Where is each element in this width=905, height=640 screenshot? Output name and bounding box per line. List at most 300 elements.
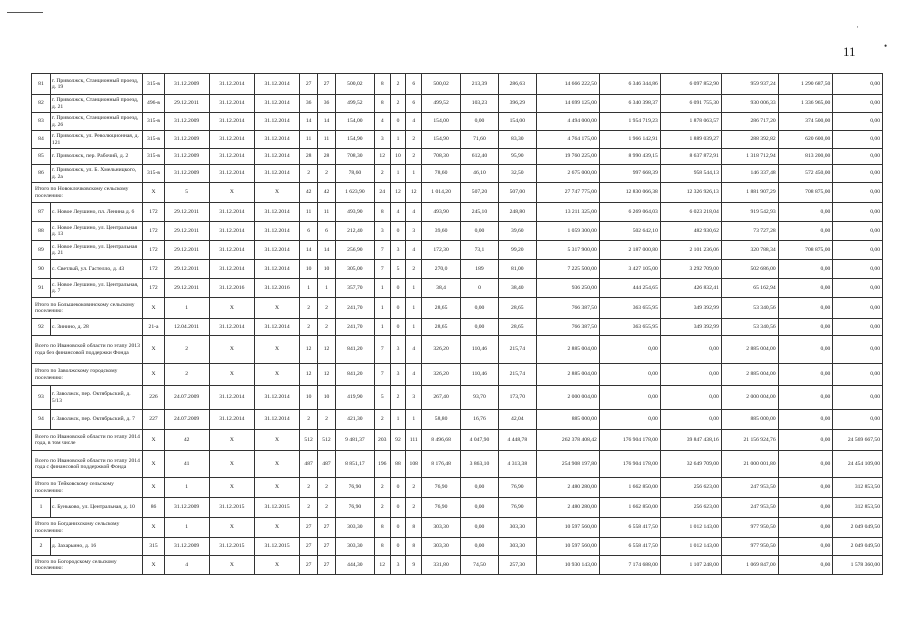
table-cell: 24.07.2009 (164, 410, 209, 430)
table-cell: 11 (300, 131, 318, 149)
table-cell: 0,00 (833, 149, 883, 165)
table-cell: 7 174 688,00 (599, 556, 660, 575)
table-cell: с. Новое Леушино, ул. Центральная, д. 7 (50, 279, 143, 298)
table-cell: 31.12.2014 (254, 74, 299, 95)
table-cell: 3 292 709,00 (660, 260, 721, 279)
table-cell: 312 853,50 (833, 478, 883, 498)
table-cell: 1 (390, 165, 406, 183)
table-cell: 31.12.2015 (209, 498, 254, 518)
table-cell: X (209, 518, 254, 538)
table-cell: Итого по Большекоковинскому сельскому поселению: (32, 298, 143, 319)
table-cell: 256 623,00 (660, 498, 721, 518)
table-cell: 2 049 049,50 (833, 538, 883, 556)
table-cell: 4 047,90 (461, 430, 499, 451)
table-row (32, 74, 883, 95)
table-cell: г. Приволжск, ул. Революционная, д. 121 (50, 131, 143, 149)
table-cell: 482 930,62 (660, 222, 721, 241)
table-cell: 2 (300, 498, 318, 518)
table-cell: 349 392,99 (660, 298, 721, 319)
table-cell: 28 (300, 149, 318, 165)
table-cell: 92 (32, 319, 51, 336)
table-cell: 38,40 (498, 279, 536, 298)
table-cell: 12 (318, 336, 336, 364)
table-row (32, 386, 883, 410)
table-cell: 2 480 280,00 (536, 498, 599, 518)
table-cell: 172 (143, 279, 164, 298)
table-cell: 172 (143, 203, 164, 222)
table-cell: 357,70 (335, 279, 374, 298)
table-cell: 146 337,48 (721, 165, 778, 183)
table-cell: 31.12.2014 (209, 260, 254, 279)
table-cell: 374 500,00 (778, 113, 833, 131)
table-cell: 29.12.2011 (164, 222, 209, 241)
table-cell: 0,00 (778, 538, 833, 556)
table-cell: 42 (300, 183, 318, 203)
table-cell: 73,1 (461, 241, 499, 260)
table-cell: 0,00 (778, 518, 833, 538)
table-cell: 31.12.2014 (209, 131, 254, 149)
table-cell: 919 542,93 (721, 203, 778, 222)
table-cell: 31.12.2014 (209, 203, 254, 222)
table-cell: с. Новое Леушино, ул. Центральная д. 21 (50, 241, 143, 260)
table-cell: 315 (143, 538, 164, 556)
table-cell: X (143, 451, 164, 478)
table-cell: 27 (318, 74, 336, 95)
table-cell: X (254, 183, 299, 203)
table-cell: 500,02 (422, 74, 461, 95)
table-cell: X (209, 183, 254, 203)
table-cell: 42,04 (498, 410, 536, 430)
table-cell: Всего по Ивановской области по этапу 2013 года без финансовой поддержки Фонда (32, 336, 143, 364)
table-cell: 8 (374, 538, 390, 556)
table-cell: 8 (374, 203, 390, 222)
table-cell: 7 (374, 241, 390, 260)
table-cell: 31.12.2009 (164, 131, 209, 149)
table-cell: 10 597 560,00 (536, 518, 599, 538)
table-cell: 31.12.2009 (164, 165, 209, 183)
table-cell: 11 (300, 203, 318, 222)
table-cell: 2 101 236,06 (660, 241, 721, 260)
table-row (32, 498, 883, 518)
table-cell: 320 788,34 (721, 241, 778, 260)
table-cell: 2 (318, 410, 336, 430)
table-row (32, 203, 883, 222)
table-cell: 512 (318, 430, 336, 451)
table-cell: 1 (406, 410, 422, 430)
table-cell: 31.12.2014 (254, 95, 299, 113)
table-cell: 2 (300, 298, 318, 319)
table-cell: 2 (374, 498, 390, 518)
table-cell: 31.12.2014 (254, 319, 299, 336)
table-cell: 8 990 439,15 (599, 149, 660, 165)
table-cell: 303,30 (498, 538, 536, 556)
table-cell: 6 269 064,03 (599, 203, 660, 222)
table-cell: 0,00 (599, 410, 660, 430)
table-cell: 4 (406, 203, 422, 222)
table-cell: 0,00 (833, 95, 883, 113)
table-cell: 288 392,82 (721, 131, 778, 149)
table-cell: 0,00 (833, 336, 883, 364)
table-cell: 1 (390, 410, 406, 430)
table-cell: 0,00 (778, 298, 833, 319)
table-cell: 885 000,00 (536, 410, 599, 430)
table-cell: 1 578 360,00 (833, 556, 883, 575)
table-cell: 6 346 344,86 (599, 74, 660, 95)
table-cell: 2 480 280,00 (536, 478, 599, 498)
housing-program-table (31, 73, 883, 575)
table-cell: 303,30 (335, 538, 374, 556)
table-cell: 2 (390, 95, 406, 113)
table-cell: 0 (461, 279, 499, 298)
table-cell: с. Зинино, д. 28 (50, 319, 143, 336)
table-cell: 493,90 (422, 203, 461, 222)
table-cell: X (209, 364, 254, 386)
table-cell: 0,00 (833, 298, 883, 319)
table-cell: 31.12.2014 (209, 410, 254, 430)
table-cell: 31.12.2009 (164, 113, 209, 131)
table-cell: 29.12.2011 (164, 241, 209, 260)
table-cell: 1 (374, 298, 390, 319)
table-cell: 2 (318, 319, 336, 336)
table-cell: Итого по Тейковскому сельскому поселению: (32, 478, 143, 498)
table-cell: 8 496,68 (422, 430, 461, 451)
table-cell: 363 655,95 (599, 298, 660, 319)
table-cell: 0,00 (461, 113, 499, 131)
table-cell: 977 950,50 (721, 538, 778, 556)
table-cell: 31.12.2014 (254, 113, 299, 131)
table-cell: 315-в (143, 113, 164, 131)
table-cell: 331,80 (422, 556, 461, 575)
table-cell: X (209, 556, 254, 575)
table-cell: 0,00 (778, 498, 833, 518)
table-row (32, 260, 883, 279)
table-cell: 1 (406, 319, 422, 336)
table-cell: 315-в (143, 149, 164, 165)
table-cell: 36 (300, 95, 318, 113)
table-cell: 0,00 (461, 222, 499, 241)
table-cell: 245,10 (461, 203, 499, 222)
table-cell: X (254, 430, 299, 451)
table-cell: 31.12.2014 (209, 95, 254, 113)
table-cell: 88 (390, 451, 406, 478)
table-cell: 708,30 (422, 149, 461, 165)
table-cell: 21-а (143, 319, 164, 336)
table-cell: 31.12.2014 (209, 149, 254, 165)
table-cell: 1 (374, 319, 390, 336)
table-body (32, 74, 883, 575)
table-cell: 303,30 (422, 518, 461, 538)
table-cell: 1 (406, 165, 422, 183)
table-cell: 110,46 (461, 364, 499, 386)
table-cell: 8 (374, 74, 390, 95)
table-cell: 0,00 (660, 386, 721, 410)
table-row (32, 241, 883, 260)
table-cell: 3 (406, 386, 422, 410)
table-cell: 2 000 004,00 (536, 386, 599, 410)
table-cell: 19 760 225,00 (536, 149, 599, 165)
table-cell: 766 387,50 (536, 319, 599, 336)
subtotal-row (32, 478, 883, 498)
subtotal-row (32, 364, 883, 386)
table-cell: 708 875,00 (778, 241, 833, 260)
table-cell: 14 666 222,50 (536, 74, 599, 95)
table-cell: 0,00 (461, 319, 499, 336)
table-cell: 3 (406, 222, 422, 241)
table-cell: 28,65 (498, 319, 536, 336)
table-cell: 39,60 (498, 222, 536, 241)
table-cell: 6 (406, 95, 422, 113)
table-cell: 86 (32, 165, 51, 183)
table-cell: 2 (300, 478, 318, 498)
table-cell: 172,30 (422, 241, 461, 260)
table-cell: 2 (406, 260, 422, 279)
table-cell: 2 (318, 165, 336, 183)
table-cell: 936 250,00 (536, 279, 599, 298)
table-cell: 885 000,00 (721, 410, 778, 430)
table-cell: 841,20 (335, 336, 374, 364)
table-cell: 12 (406, 183, 422, 203)
table-cell: 3 863,10 (461, 451, 499, 478)
table-cell: 0 (390, 538, 406, 556)
table-cell: 12 (318, 364, 336, 386)
table-cell: 154,90 (422, 131, 461, 149)
table-cell: 2 049 049,50 (833, 518, 883, 538)
table-cell: 0,00 (833, 319, 883, 336)
table-cell: 4 (406, 336, 422, 364)
table-cell: 10 (318, 386, 336, 410)
table-cell: 0 (390, 222, 406, 241)
table-cell: 1 878 063,57 (660, 113, 721, 131)
table-cell: 14 699 125,00 (536, 95, 599, 113)
table-cell: 2 885 004,00 (536, 336, 599, 364)
table-row (32, 113, 883, 131)
table-cell: 0,00 (461, 518, 499, 538)
table-cell: 708 875,00 (778, 183, 833, 203)
table-cell: 0,00 (833, 203, 883, 222)
table-cell: 24 569 667,50 (833, 430, 883, 451)
table-cell: с. Новое Леушино, ул. Центральная д. 13 (50, 222, 143, 241)
table-cell: 8 (406, 518, 422, 538)
table-cell: 27 (318, 556, 336, 575)
table-cell: 154,90 (335, 131, 374, 149)
table-cell: 90 (32, 260, 51, 279)
table-cell: 312 853,50 (833, 498, 883, 518)
table-cell: X (209, 451, 254, 478)
table-cell: X (209, 430, 254, 451)
table-cell: 315-в (143, 165, 164, 183)
table-cell: 172 (143, 222, 164, 241)
table-cell: 53 340,56 (721, 298, 778, 319)
subtotal-row (32, 183, 883, 203)
table-cell: 76,90 (422, 498, 461, 518)
table-cell: 0,00 (778, 279, 833, 298)
table-cell: 0,00 (660, 364, 721, 386)
table-cell: 0,00 (461, 478, 499, 498)
table-cell: 1 662 850,00 (599, 498, 660, 518)
table-cell: 24 454 109,00 (833, 451, 883, 478)
table-cell: 31.12.2014 (209, 165, 254, 183)
table-cell: 7 (374, 364, 390, 386)
table-cell: 5 (164, 183, 209, 203)
table-cell: 0,00 (778, 386, 833, 410)
table-cell: 88 (32, 222, 51, 241)
table-cell: 512 (300, 430, 318, 451)
table-cell: 1 662 850,00 (599, 478, 660, 498)
table-cell: 93,70 (461, 386, 499, 410)
table-cell: 257,30 (498, 556, 536, 575)
table-cell: 4 (406, 113, 422, 131)
table-row (32, 149, 883, 165)
table-cell: 31.12.2016 (254, 279, 299, 298)
table-cell: 215,74 (498, 336, 536, 364)
subtotal-row (32, 430, 883, 451)
table-cell: 1 318 712,94 (721, 149, 778, 165)
table-cell: 3 (390, 241, 406, 260)
table-cell: 303,30 (498, 518, 536, 538)
table-cell: 1 (32, 498, 51, 518)
table-cell: 111 (406, 430, 422, 451)
table-cell: с. Новое Леушино, пл. Ленина д. 6 (50, 203, 143, 222)
table-cell: 31.12.2015 (209, 538, 254, 556)
table-cell: 203 (374, 430, 390, 451)
table-cell: д. Захарьино, д. 16 (50, 538, 143, 556)
table-cell: 8 (406, 538, 422, 556)
table-cell: 766 387,50 (536, 298, 599, 319)
table-cell: 108 (406, 451, 422, 478)
table-cell: 5 (374, 386, 390, 410)
table-cell: 8 (374, 518, 390, 538)
table-cell: 32 649 709,00 (660, 451, 721, 478)
table-cell: 76,90 (335, 498, 374, 518)
table-cell: 1 (318, 279, 336, 298)
table-cell: 0,00 (833, 386, 883, 410)
table-cell: 363 655,95 (599, 319, 660, 336)
table-cell: 303,30 (422, 538, 461, 556)
table-cell: 1 107 248,00 (660, 556, 721, 575)
table-cell: 31.12.2014 (209, 319, 254, 336)
table-row (32, 131, 883, 149)
table-cell: 248,80 (498, 203, 536, 222)
table-cell: 27 (300, 74, 318, 95)
table-cell: 83 (32, 113, 51, 131)
table-cell: 31.12.2014 (254, 222, 299, 241)
table-cell: 8 851,17 (335, 451, 374, 478)
table-cell: 1 (390, 131, 406, 149)
table-cell: 6 097 852,90 (660, 74, 721, 95)
table-cell: 27 747 775,00 (536, 183, 599, 203)
table-cell: 73 727,28 (721, 222, 778, 241)
table-cell: 0 (390, 478, 406, 498)
table-cell: 0 (390, 498, 406, 518)
table-cell: 6 558 417,50 (599, 518, 660, 538)
table-cell: 2 000 004,00 (721, 386, 778, 410)
table-cell: 6 091 755,30 (660, 95, 721, 113)
table-cell: 10 930 143,00 (536, 556, 599, 575)
table-cell: г. Заволжск, пер. Октябрьский, д. 5/13 (50, 386, 143, 410)
table-cell: 6 340 398,37 (599, 95, 660, 113)
table-cell: 4 764 175,00 (536, 131, 599, 149)
table-cell: 2 (390, 74, 406, 95)
table-cell: 4 (406, 241, 422, 260)
table-cell: 572 450,00 (778, 165, 833, 183)
table-cell: 502 642,10 (599, 222, 660, 241)
table-cell: X (143, 298, 164, 319)
table-cell: 74,50 (461, 556, 499, 575)
table-cell: 0 (390, 319, 406, 336)
table-cell: 2 (374, 410, 390, 430)
table-cell: 87 (32, 203, 51, 222)
table-cell: 2 (32, 538, 51, 556)
table-cell: 28,65 (422, 298, 461, 319)
table-cell: 2 885 004,00 (721, 336, 778, 364)
table-cell: 7 (374, 336, 390, 364)
table-cell: 3 (374, 222, 390, 241)
table-cell: 612,40 (461, 149, 499, 165)
table-cell: 94 (32, 410, 51, 430)
table-cell: 14 (318, 113, 336, 131)
table-cell: 215,74 (498, 364, 536, 386)
table-cell: 3 (374, 131, 390, 149)
top-rule (7, 12, 43, 13)
table-cell: 6 023 218,04 (660, 203, 721, 222)
table-cell: 32,50 (498, 165, 536, 183)
table-cell: г. Приволжск, Станционный проезд, д. 19 (50, 74, 143, 95)
table-cell: 2 (318, 478, 336, 498)
table-cell: X (254, 556, 299, 575)
table-row (32, 279, 883, 298)
table-cell: 0,00 (833, 183, 883, 203)
table-cell: 241,70 (335, 298, 374, 319)
table-cell: 3 (390, 336, 406, 364)
table-cell: 31.12.2014 (209, 386, 254, 410)
table-cell: 0,00 (461, 538, 499, 556)
table-cell: 31.12.2009 (164, 74, 209, 95)
table-cell: 1 (164, 518, 209, 538)
table-cell: 2 885 004,00 (536, 364, 599, 386)
table-cell: 0,00 (599, 336, 660, 364)
table-cell: 86 (143, 498, 164, 518)
table-cell: 315-в (143, 131, 164, 149)
table-cell: 213,39 (461, 74, 499, 95)
table-cell: 507,20 (461, 183, 499, 203)
table-cell: Всего по Ивановской области по этапу 2014 года с финансовой поддержкой Фонда (32, 451, 143, 478)
table-cell: 110,46 (461, 336, 499, 364)
table-cell: 24 (374, 183, 390, 203)
table-cell: 0,00 (833, 260, 883, 279)
table-cell: с. Светлый, ул. Гастелло, д. 43 (50, 260, 143, 279)
table-cell: X (254, 478, 299, 498)
table-cell: 31.12.2014 (209, 74, 254, 95)
table-cell: г. Приволжск, Станционный проезд, д. 26 (50, 113, 143, 131)
table-cell: 256,90 (335, 241, 374, 260)
table-cell: 254 908 197,80 (536, 451, 599, 478)
table-cell: 31.12.2014 (254, 203, 299, 222)
subtotal-row (32, 556, 883, 575)
table-cell: 9 (406, 556, 422, 575)
table-cell: Итого по Новоклочковскому сельскому поселению: (32, 183, 143, 203)
table-cell: 154,00 (422, 113, 461, 131)
table-cell: 247 953,50 (721, 498, 778, 518)
table-cell: 12 (374, 556, 390, 575)
table-cell: 14 (300, 241, 318, 260)
table-cell: 507,00 (498, 183, 536, 203)
table-cell: 78,60 (335, 165, 374, 183)
table-cell: 256 623,00 (660, 478, 721, 498)
table-cell: 31.12.2015 (254, 538, 299, 556)
table-cell: 1 069 847,00 (721, 556, 778, 575)
table-cell: 2 (318, 298, 336, 319)
table-cell: 0 (390, 279, 406, 298)
